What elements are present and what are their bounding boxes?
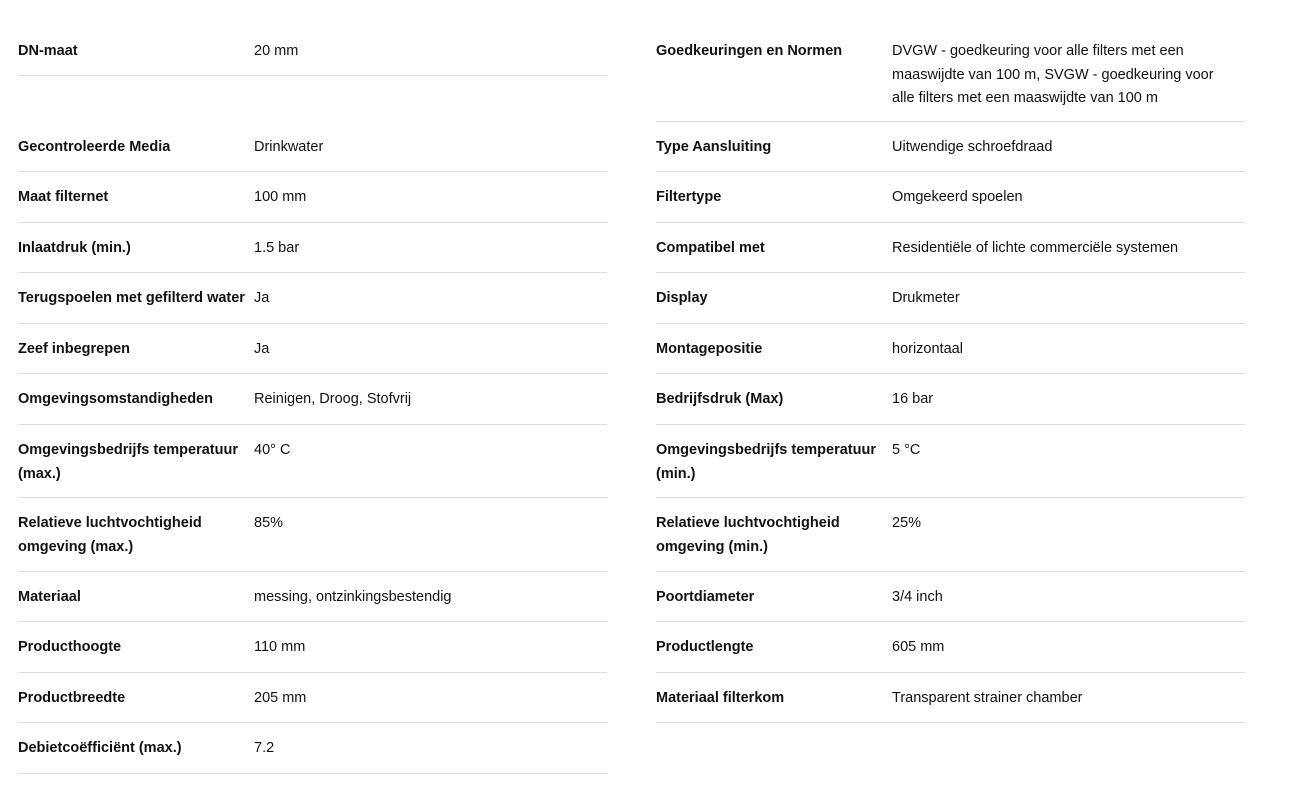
spec-label: Gecontroleerde Media [18, 139, 171, 155]
spec-row [18, 498, 607, 572]
spec-row [18, 622, 607, 673]
spec-row [656, 498, 1245, 572]
spec-label: Materiaal [18, 589, 81, 605]
spec-row [18, 374, 607, 425]
spec-row [656, 572, 1245, 622]
spec-row [18, 223, 607, 273]
spec-row [18, 324, 607, 374]
spec-value: 605 mm [892, 639, 945, 655]
spec-value: Transparent strainer chamber [892, 690, 1083, 706]
spec-label: Display [656, 290, 708, 306]
spec-value: Drinkwater [254, 139, 324, 155]
spec-row [656, 172, 1245, 223]
spec-value: 5 °C [892, 442, 921, 458]
spec-label: Relatieve luchtvochtigheid omgeving (max.) [18, 515, 202, 555]
spec-row [656, 673, 1245, 723]
spec-row [18, 26, 607, 76]
spec-label: Type Aansluiting [656, 139, 772, 155]
spec-label: Compatibel met [656, 240, 765, 256]
spec-value: Uitwendige schroefdraad [892, 139, 1053, 155]
spec-label: Montagepositie [656, 341, 763, 357]
spec-row [18, 76, 607, 172]
spec-label: Omgevingsbedrijfs temperatuur (max.) [18, 442, 238, 482]
spec-value: 85% [254, 515, 284, 531]
spec-label: Maat filternet [18, 189, 109, 205]
spec-value: 7.2 [254, 740, 275, 756]
spec-label: Bedrijfsdruk (Max) [656, 391, 784, 407]
spec-row [18, 673, 607, 723]
spec-label: Filtertype [656, 189, 722, 205]
spec-label: Debietcoëfficiënt (max.) [18, 740, 182, 756]
spec-label: Productbreedte [18, 690, 126, 706]
spec-value: Reinigen, Droog, Stofvrij [254, 391, 412, 407]
spec-row [656, 324, 1245, 374]
spec-value: Residentiële of lichte commerciële systemen [892, 240, 1179, 256]
spec-value: DVGW - goedkeuring voor alle filters met een maaswijdte van 100 m, SVGW - goedkeuring voor alle filters met een maaswijdte van 100 m [892, 43, 1214, 106]
spec-value: 3/4 inch [892, 589, 943, 605]
spec-value: Omgekeerd spoelen [892, 189, 1023, 205]
spec-label: Relatieve luchtvochtigheid omgeving (min.) [656, 515, 840, 555]
spec-row [656, 622, 1245, 673]
spec-value: 20 mm [254, 43, 299, 59]
spec-value: Drukmeter [892, 290, 960, 306]
spec-row [656, 26, 1245, 122]
spec-row [656, 223, 1245, 273]
spec-value: Ja [254, 341, 270, 357]
spec-label: Productlengte [656, 639, 754, 655]
spec-label: Producthoogte [18, 639, 122, 655]
spec-row [18, 572, 607, 622]
spec-row [656, 273, 1245, 324]
spec-value: 205 mm [254, 690, 307, 706]
spec-row [18, 172, 607, 223]
spec-label: Goedkeuringen en Normen [656, 43, 843, 59]
spec-label: Omgevingsomstandigheden [18, 391, 213, 407]
spec-value: messing, ontzinkingsbestendig [254, 589, 452, 605]
spec-value: 110 mm [254, 639, 306, 655]
spec-table-right [656, 26, 1245, 723]
spec-label: Terugspoelen met gefilterd water [18, 290, 245, 306]
spec-value: Ja [254, 290, 270, 306]
spec-label: DN-maat [18, 43, 78, 59]
spec-value: horizontaal [892, 341, 963, 357]
spec-label: Omgevingsbedrijfs temperatuur (min.) [656, 442, 876, 482]
spec-value: 1.5 bar [254, 240, 300, 256]
spec-row [18, 425, 607, 498]
spec-label: Inlaatdruk (min.) [18, 240, 131, 256]
spec-row [18, 273, 607, 324]
spec-row [656, 122, 1245, 172]
spec-value: 25% [892, 515, 922, 531]
spec-row [656, 425, 1245, 498]
spec-row [656, 374, 1245, 425]
spec-row [18, 723, 607, 774]
spec-label: Zeef inbegrepen [18, 341, 130, 357]
spec-value: 16 bar [892, 391, 934, 407]
spec-value: 100 mm [254, 189, 307, 205]
spec-table-left [18, 26, 607, 774]
spec-label: Poortdiameter [656, 589, 755, 605]
spec-value: 40° C [254, 442, 291, 458]
spec-label: Materiaal filterkom [656, 690, 785, 706]
